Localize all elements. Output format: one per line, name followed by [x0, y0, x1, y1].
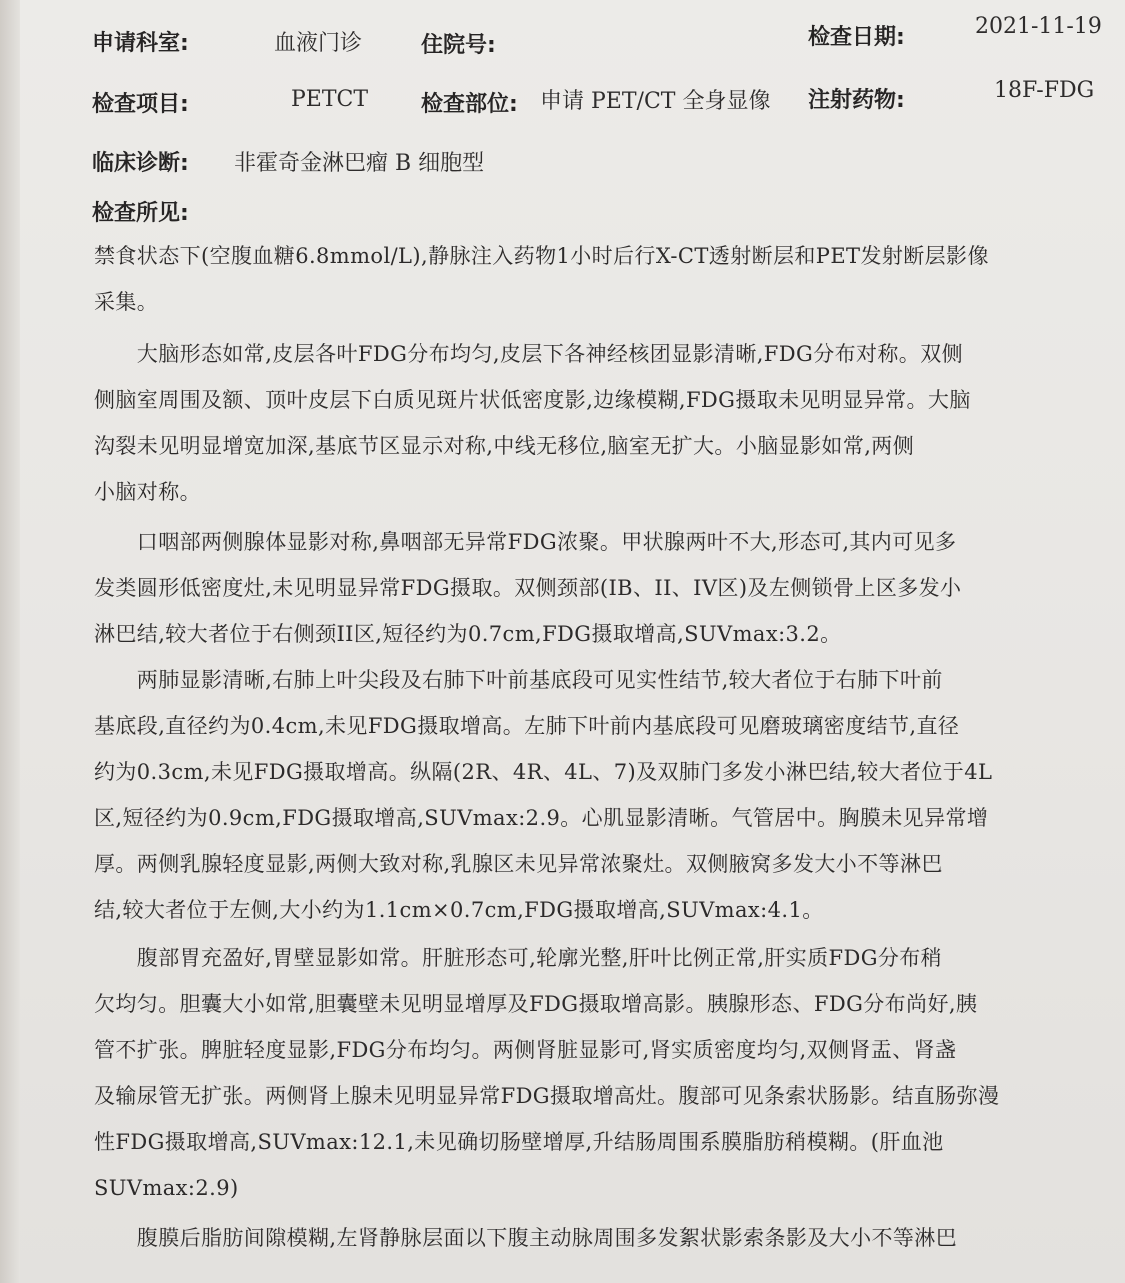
report-line: 及输尿管无扩张。两侧肾上腺未见明显异常FDG摄取增高灶。腹部可见条索状肠影。结直肠弥漫	[94, 1084, 1000, 1108]
site-label: 检查部位:	[421, 92, 518, 117]
report-line: 基底段,直径约为0.4cm,未见FDG摄取增高。左肺下叶前内基底段可见磨玻璃密度结节,直径	[94, 714, 960, 738]
report-line: 区,短径约为0.9cm,FDG摄取增高,SUVmax:2.9。心肌显影清晰。气管居中。胸膜未见异常增	[94, 806, 989, 830]
report-line: 大脑形态如常,皮层各叶FDG分布均匀,皮层下各神经核团显影清晰,FDG分布对称。双侧	[94, 342, 963, 366]
date-label: 检查日期:	[808, 25, 905, 50]
report-line: 口咽部两侧腺体显影对称,鼻咽部无异常FDG浓聚。甲状腺两叶不大,形态可,其内可见多	[94, 530, 957, 554]
report-line: SUVmax:2.9)	[94, 1176, 239, 1200]
report-line: 两肺显影清晰,右肺上叶尖段及右肺下叶前基底段可见实性结节,较大者位于右肺下叶前	[94, 668, 943, 692]
report-line: 欠均匀。胆囊大小如常,胆囊壁未见明显增厚及FDG摄取增高影。胰腺形态、FDG分布尚好,胰	[94, 992, 978, 1016]
report-line: 腹膜后脂肪间隙模糊,左肾静脉层面以下腹主动脉周围多发絮状影索条影及大小不等淋巴	[94, 1226, 958, 1250]
report-line: 厚。两侧乳腺轻度显影,两侧大致对称,乳腺区未见异常浓聚灶。双侧腋窝多发大小不等淋巴	[94, 852, 943, 876]
findings-label: 检查所见:	[92, 201, 189, 226]
report-line: 侧脑室周围及额、顶叶皮层下白质见斑片状低密度影,边缘模糊,FDG摄取未见明显异常。大脑	[94, 388, 971, 412]
site-value: 申请 PET/CT 全身显像	[540, 89, 771, 114]
dept-label: 申请科室:	[92, 31, 189, 56]
item-label: 检查项目:	[92, 92, 189, 117]
drug-label: 注射药物:	[808, 88, 905, 113]
report-line: 性FDG摄取增高,SUVmax:12.1,未见确切肠壁增厚,升结肠周围系膜脂肪稍模糊。(肝血池	[94, 1130, 944, 1154]
drug-value: 18F-FDG	[994, 78, 1095, 103]
item-value: PETCT	[291, 87, 369, 112]
paper-edge-shadow	[0, 0, 20, 1283]
report-line: 淋巴结,较大者位于右侧颈II区,短径约为0.7cm,FDG摄取增高,SUVmax:3.2。	[94, 622, 842, 646]
diagnosis-label: 临床诊断:	[92, 151, 189, 176]
dept-value: 血液门诊	[274, 31, 363, 56]
date-value: 2021-11-19	[975, 14, 1102, 39]
report-line: 发类圆形低密度灶,未见明显异常FDG摄取。双侧颈部(IB、II、IV区)及左侧锁骨上区多发小	[94, 576, 962, 600]
report-line: 管不扩张。脾脏轻度显影,FDG分布均匀。两侧肾脏显影可,肾实质密度均匀,双侧肾盂、肾盏	[94, 1038, 957, 1062]
report-line: 禁食状态下(空腹血糖6.8mmol/L),静脉注入药物1小时后行X-CT透射断层和PET发射断层影像	[94, 244, 989, 268]
report-line: 采集。	[94, 290, 159, 314]
report-line: 约为0.3cm,未见FDG摄取增高。纵隔(2R、4R、4L、7)及双肺门多发小淋巴结,较大者位于4L	[94, 760, 993, 784]
report-line: 小脑对称。	[94, 480, 201, 504]
diagnosis-value: 非霍奇金淋巴瘤 B 细胞型	[234, 151, 485, 176]
admission-label: 住院号:	[421, 33, 496, 58]
report-line: 沟裂未见明显增宽加深,基底节区显示对称,中线无移位,脑室无扩大。小脑显影如常,两侧	[94, 434, 915, 458]
report-line: 腹部胃充盈好,胃壁显影如常。肝脏形态可,轮廓光整,肝叶比例正常,肝实质FDG分布稍	[94, 946, 943, 970]
report-line: 结,较大者位于左侧,大小约为1.1cm×0.7cm,FDG摄取增高,SUVmax:4.1。	[94, 898, 824, 922]
